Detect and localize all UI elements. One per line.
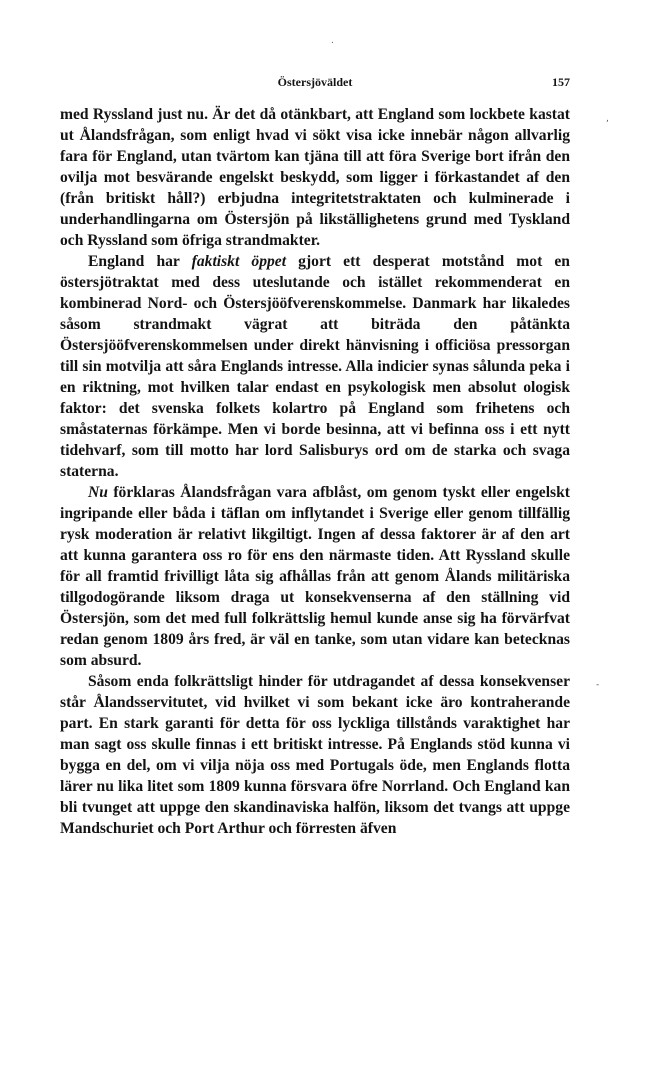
emphasis-text: faktiskt öppet	[191, 253, 287, 270]
page-header	[60, 75, 570, 95]
paragraph	[60, 251, 570, 482]
stray-mark: -	[596, 680, 600, 690]
stray-mark: .	[331, 36, 334, 46]
paragraph	[60, 104, 570, 251]
emphasis-text: Nu	[88, 484, 108, 501]
paragraph	[60, 482, 570, 671]
text-run: förklaras Ålandsfrågan vara afblåst, om genom tyskt eller engelskt ingripande eller båda i täflan om inflytandet i Sverige eller genom tillfällig rysk moderation är relativt likgiltigt. Ingen af dessa faktorer är af den art att kunna garantera oss ro för ens den närmaste tiden. Att Ryssland skulle för all framtid frivilligt låta sig afhållas från att genom Ålands militäriska tillgodogörande liksom draga ut konsekvenserna af den ställning vid Östersjön, som det med full folkrättslig hemul kunde anse sig ha förvärfvat redan genom 1809 års fred, är väl en tanke, som utan vidare kan betecknas som absurd.	[60, 484, 570, 669]
text-run: England har	[88, 253, 192, 270]
text-run: Såsom enda folkrättsligt hinder för utdragandet af dessa konsekvenser står Ålandsservitutet, vid hvilket vi som bekant icke äro kontraherande part. En stark garanti för detta för oss lyckliga tillstånds varaktighet har man sagt oss skulle finnas i ett britiskt intresse. På Englands stöd kunna vi bygga en del, om vi vilja nöja oss med Portugals öde, men Englands flotta lärer nu lika litet som 1809 kunna försvara öfre Norrland. Och England kan bli tvunget att uppge den skandinaviska halfön, liksom det tvangs att uppge Mandschuriet och Port Arthur och förresten äfven	[60, 673, 570, 837]
running-title: Östersjöväldet	[277, 75, 353, 89]
stray-mark: ,	[606, 114, 609, 124]
body-text	[60, 104, 570, 839]
page-number: 157	[552, 75, 570, 89]
paragraph	[60, 671, 570, 839]
text-run: gjort ett desperat motstånd mot en östersjötraktat med dess uteslutande och istället rekommenderat en kombinerad Nord- och Östersjööfverenskommelse. Danmark har likaledes såsom strandmakt vägrat att biträda den påtänkta Östersjööfverenskommelsen under direkt hänvisning i officiösa pressorgan till sin motvilja att såra Englands intresse. Alla indicier synas sålunda peka i en riktning, mot hvilken talar endast en psykologisk men absolut ologisk faktor: det svenska folkets kolartro på England som frihetens och småstaternas förkämpe. Men vi borde besinna, att vi befinna oss i ett nytt tidehvarf, som till motto har lord Salisburys ord om de starka och svaga staterna.	[60, 253, 570, 480]
text-run: med Ryssland just nu. Är det då otänkbart, att England som lockbete kastat ut Ålandsfrågan, som enligt hvad vi sökt visa icke innebär någon allvarlig fara för England, utan tvärtom kan tjäna till att föra Sverige bort ifrån den ovilja mot besvärande engelskt beskydd, som ligger i förkastandet af den (från britiskt håll?) erbjudna integritetstraktaten och kulminerade i underhandlingarna om Östersjön på likställighetens grund med Tyskland och Ryssland som öfriga strandmakter.	[60, 106, 570, 249]
